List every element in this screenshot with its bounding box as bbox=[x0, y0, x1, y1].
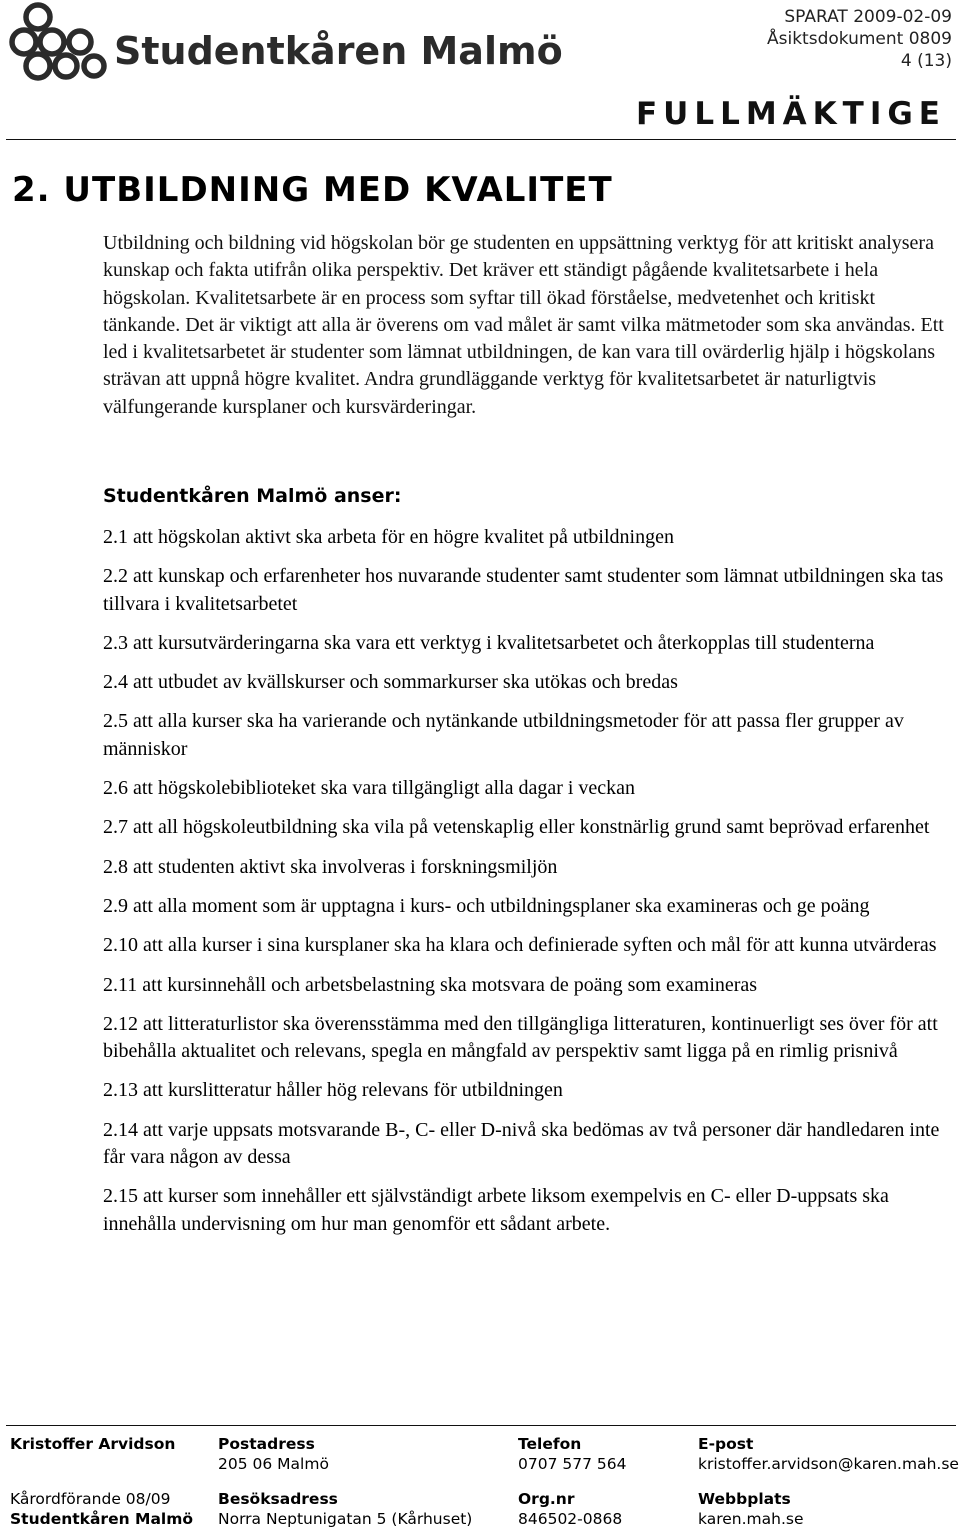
visit-value: Norra Neptunigatan 5 (Kårhuset) bbox=[218, 1510, 473, 1528]
studentkaren-logo bbox=[8, 2, 588, 82]
phone-value: 0707 577 564 bbox=[518, 1455, 627, 1473]
phone-label: Telefon bbox=[518, 1435, 582, 1453]
page-number: 4 (13) bbox=[900, 51, 952, 71]
position-list bbox=[103, 524, 953, 1250]
position-item: 2.3 att kursutvärderingarna ska vara ett verktyg i kvalitetsarbetet och återkopplas till studenterna bbox=[103, 631, 875, 654]
document-id: Åsiktsdokument 0809 bbox=[767, 29, 952, 49]
footer-divider bbox=[6, 1425, 956, 1426]
document-meta bbox=[767, 6, 952, 72]
contact-name: Kristoffer Arvidson bbox=[10, 1435, 176, 1453]
position-item: 2.5 att alla kurser ska ha varierande och nytänkande utbildningsmetoder för att passa fler grupper av människor bbox=[103, 710, 904, 760]
footer-col-contact bbox=[10, 1434, 193, 1529]
visit-label: Besöksadress bbox=[218, 1490, 338, 1508]
position-item: 2.4 att utbudet av kvällskurser och sommarkurser ska utökas och bredas bbox=[103, 671, 678, 694]
position-item: 2.12 att litteraturlistor ska överensstämma med den tillgängliga litteraturen, kontinuerligt ses över för att bibehålla aktualitet och relevans, spegla en mångfald av perspektiv samt ligga på en rimlig prisnivå bbox=[103, 1012, 938, 1063]
position-item: 2.1 att högskolan aktivt ska arbeta för en högre kvalitet på utbildningen bbox=[103, 526, 674, 548]
position-item: 2.7 att all högskoleutbildning ska vila på vetenskaplig eller konstnärlig grund samt beprövad erfarenhet bbox=[103, 816, 930, 839]
position-item: 2.11 att kursinnehåll och arbetsbelastning ska motsvara de poäng som examineras bbox=[103, 973, 758, 996]
website-label: Webbplats bbox=[698, 1490, 791, 1508]
position-item: 2.2 att kunskap och erfarenheter hos nuvarande studenter samt studenter som lämnat utbildningen ska tas tillvara i kvalitetsarbetet bbox=[103, 565, 944, 615]
position-item: 2.8 att studenten aktivt ska involveras i forskningsmiljön bbox=[103, 855, 558, 878]
website-link[interactable]: karen.mah.se bbox=[698, 1510, 804, 1528]
orgnr-label: Org.nr bbox=[518, 1490, 575, 1508]
email-link[interactable]: kristoffer.arvidson@karen.mah.se bbox=[698, 1455, 959, 1473]
position-item: 2.9 att alla moment som är upptagna i kurs- och utbildningsplaner ska examineras och ge poäng bbox=[103, 894, 870, 917]
position-item: 2.14 att varje uppsats motsvarande B-, C- eller D-nivå ska bedömas av två personer där handledaren inte får vara någon av dessa bbox=[103, 1118, 940, 1169]
organization-name: Studentkåren Malmö bbox=[10, 1510, 194, 1528]
position-item: 2.13 att kurslitteratur håller hög relevans för utbildningen bbox=[103, 1079, 563, 1102]
footer-col-address bbox=[218, 1434, 472, 1529]
footer-col-web bbox=[698, 1434, 959, 1529]
logo-rings-icon bbox=[8, 2, 588, 82]
postal-value: 205 06 Malmö bbox=[218, 1455, 329, 1473]
orgnr-value: 846502-0868 bbox=[518, 1510, 623, 1528]
email-label: E-post bbox=[698, 1435, 754, 1453]
position-heading: Studentkåren Malmö anser: bbox=[103, 485, 402, 507]
draft-date: SPARAT 2009-02-09 bbox=[784, 7, 952, 27]
document-type: FULLMÄKTIGE bbox=[635, 96, 946, 132]
position-item: 2.6 att högskolebiblioteket ska vara tillgängligt alla dagar i veckan bbox=[103, 777, 636, 800]
header-divider bbox=[6, 139, 956, 140]
section-heading: 2. UTBILDNING MED KVALITET bbox=[12, 170, 613, 210]
position-item: 2.10 att alla kurser i sina kursplaner ska ha klara och definierade syften och mål för att kunna utvärderas bbox=[103, 934, 937, 957]
logo-text: Studentkåren Malmö bbox=[114, 29, 563, 73]
position-item: 2.15 att kurser som innehåller ett självständigt arbete liksom exempelvis en C- eller D-uppsats ska innehålla undervisning om hur man genomför ett sådant arbete. bbox=[103, 1185, 889, 1235]
postal-label: Postadress bbox=[218, 1435, 315, 1453]
contact-role: Kårordförande 08/09 bbox=[10, 1490, 171, 1508]
footer-col-phone bbox=[518, 1434, 626, 1529]
intro-paragraph: Utbildning och bildning vid högskolan bör ge studenten en uppsättning verktyg för att kritiskt analysera kunskap och fakta utifrån olika perspektiv. Det kräver ett ständigt pågående kvalitetsarbete i hela högskolan. Kvalitetsarbete är en process som syftar till ökad förståelse, medvetenhet och kritiskt tänkande. Det är viktigt att alla är överens om vad målet är samt vilka mätmetoder som ska användas. Ett led i kvalitetsarbetet är studenter som lämnat utbildningen, de kan vara till ovärderlig hjälp i högskolans strävan att uppnå högre kvalitet. Andra grundläggande verktyg för kvalitetsarbetet är naturligtvis välfungerande kursplaner och kursvärderingar. bbox=[103, 232, 944, 418]
